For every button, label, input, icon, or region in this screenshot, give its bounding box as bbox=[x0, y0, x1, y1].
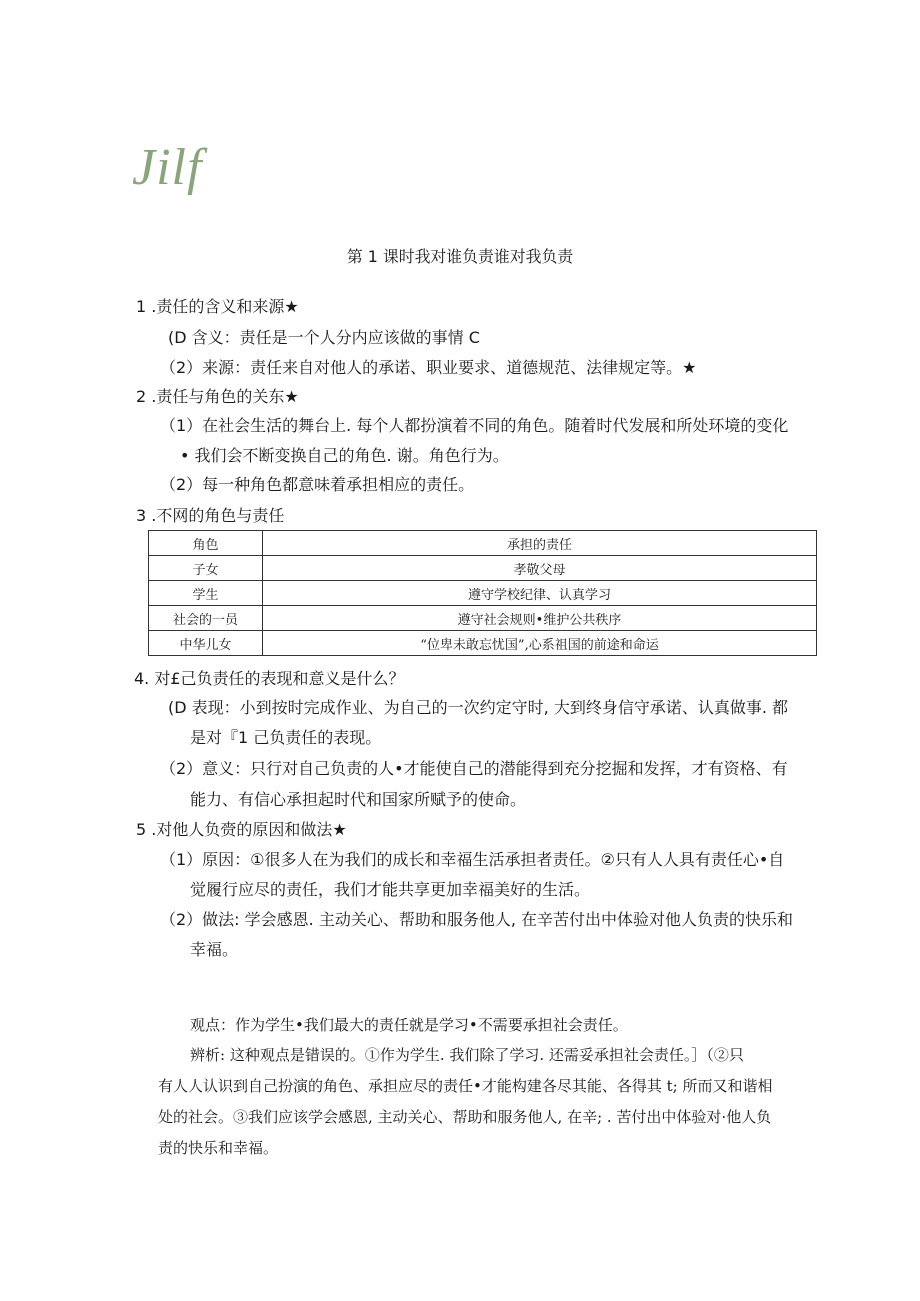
section-3-heading: 3 .不网的角色与责任 bbox=[136, 506, 285, 525]
table-header-role: 角色 bbox=[149, 531, 263, 556]
section-2-point-1: （1）在社会生活的舞台上. 每个人都扮演着不同的角色。随着时代发展和所处环境的变化 bbox=[160, 416, 789, 435]
table-cell-responsibility: 遵守学校纪律、认真学习 bbox=[263, 581, 817, 606]
section-5-heading: 5 .对他人负赍的原因和做法★ bbox=[136, 820, 347, 839]
section-5-reason: （1）原因：①很多人在为我们的成长和幸福生活承担者责任。②只有人人具有责任心•自 bbox=[160, 850, 785, 869]
section-1-source: （2）来源：责任来自对他人的承诺、职业要求、道德规范、法律规定等。★ bbox=[160, 358, 697, 377]
discussion-analysis-line: 责的快乐和幸福。 bbox=[158, 1139, 279, 1157]
roles-responsibilities-table bbox=[148, 530, 817, 656]
section-2-point-1-cont: • 我们会不断变换自己的角色. 谢。角色行为。 bbox=[180, 446, 509, 465]
table-row bbox=[149, 631, 817, 656]
table-row bbox=[149, 606, 817, 631]
discussion-analysis-line: 处的社会。③我们应该学会感恩, 主动关心、帮助和服务他人, 在辛; . 苦付出中体验对·他人负 bbox=[158, 1108, 772, 1126]
table-cell-role: 学生 bbox=[149, 581, 263, 606]
discussion-viewpoint: 观点：作为学生•我们最大的责任就是学习•不需要承担社会责任。 bbox=[190, 1016, 628, 1034]
discussion-analysis-line: 辨析: 这种观点是错误的。①作为学生. 我们除了学习. 还需妥承担社会责任。］（②只 bbox=[190, 1046, 744, 1064]
logo-mark: Jilf bbox=[132, 139, 203, 196]
table-cell-role: 社会的一员 bbox=[149, 606, 263, 631]
table-header-responsibility: 承担的责任 bbox=[263, 531, 817, 556]
section-2-point-2: （2）每一种角色都意味着承担相应的责任。 bbox=[160, 475, 475, 494]
section-4-expression: (D 表现：小到按时完成作业、为自己的一次约定守时, 大到终身信守承诺、认真做事. 都 bbox=[168, 698, 788, 717]
section-5-method-cont: 幸福。 bbox=[190, 940, 239, 959]
section-1-heading: 1 .责任的含义和来源★ bbox=[136, 297, 299, 316]
table-header-row bbox=[149, 531, 817, 556]
section-2-heading: 2 .责任与角色的关东★ bbox=[136, 387, 299, 406]
section-4-significance: （2）意义：只行对自己负责的人•才能使自己的潜能得到充分挖掘和发挥，才有资格、有 bbox=[160, 759, 788, 778]
table-cell-role: 中华儿女 bbox=[149, 631, 263, 656]
section-5-reason-cont: 觉履行应尽的责任，我们才能共享更加幸福美好的生活。 bbox=[190, 880, 591, 899]
table-row bbox=[149, 581, 817, 606]
section-4-heading: 4. 对£己负责任的表现和意义是什么？ bbox=[134, 669, 405, 688]
table-cell-role: 子女 bbox=[149, 556, 263, 581]
table-row bbox=[149, 556, 817, 581]
section-5-method: （2）做法: 学会感恩. 主动关心、帮助和服务他人, 在辛苦付出中体验对他人负责的快乐和 bbox=[160, 910, 794, 929]
table-cell-responsibility: 孝敬父母 bbox=[263, 556, 817, 581]
section-4-significance-cont: 能力、有信心承担起时代和国家所赋予的使命。 bbox=[190, 790, 527, 809]
table-cell-responsibility: “位卑未敢忘忧国”,心系祖国的前途和命运 bbox=[263, 631, 817, 656]
section-1-meaning: (D 含义：责任是一个人分内应该做的事情 C bbox=[168, 328, 480, 347]
section-4-expression-cont: 是对『1 己负责任的表现。 bbox=[190, 728, 382, 747]
page-title: 第 1 课时我对谁负责谁对我负责 bbox=[346, 247, 574, 266]
table-cell-responsibility: 遵守社会规则•维护公共秩序 bbox=[263, 606, 817, 631]
discussion-analysis-line: 有人人认识到自己扮演的角色、承担应尽的责任•才能构建各尽其能、各得其 t; 所而又和谐相 bbox=[158, 1077, 773, 1095]
